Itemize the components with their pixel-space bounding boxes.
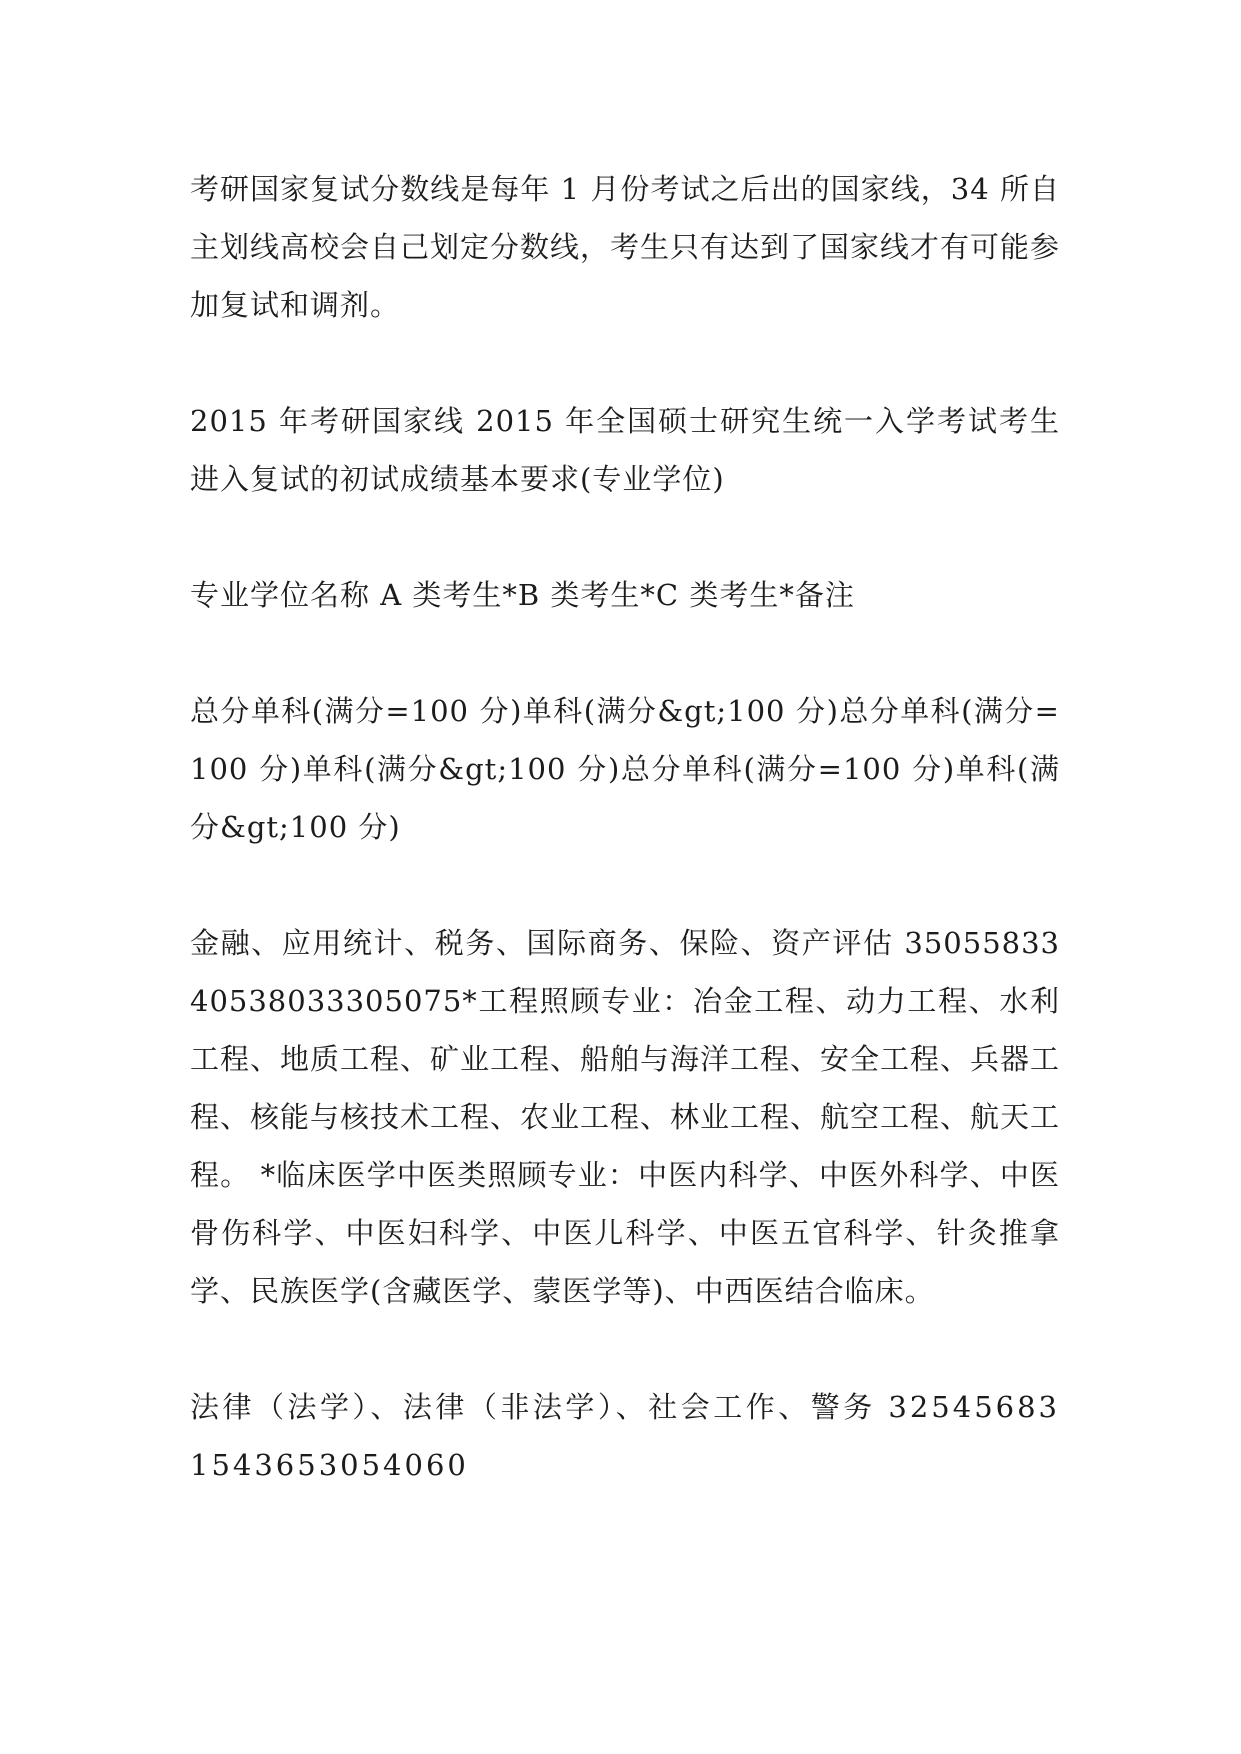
paragraph-score-columns: 总分单科(满分=100 分)单科(满分&gt;100 分)总分单科(满分=100 分)单科(满分&gt;100 分)总分单科(满分=100 分)单科(满分&gt;100 分) (190, 694, 1060, 844)
paragraph-title: 2015 年考研国家线 2015 年全国硕士研究生统一入学考试考生进入复试的初试成绩基本要求(专业学位) (190, 404, 1060, 496)
paragraph-table-header: 专业学位名称 A 类考生*B 类考生*C 类考生*备注 (190, 578, 855, 612)
paragraph-intro: 考研国家复试分数线是每年 1 月份考试之后出的国家线，34 所自主划线高校会自己划定分数线，考生只有达到了国家线才有可能参加复试和调剂。 (190, 172, 1061, 322)
paragraph-law-row: 法律（法学）、法律（非法学）、社会工作、警务 3254568315436530540​60 (190, 1390, 1060, 1482)
paragraph-finance-row: 金融、应用统计、税务、国际商务、保险、资产评估 3505583340538033305075*工程照顾专业：冶金工程、动力工程、水利工程、地质工程、矿业工程、船舶与海洋工程、安全工程、兵器工程、核能与核技术工程、农业工程、林业工程、航空工程、航天工程。 *临床医学中医类照顾专业：中医内科学、中医外科学、中医骨伤科学、中医妇科学、中医儿科学、中医五官科学、针灸推拿学、民族医学(含藏医学、蒙医学等)、中西医结合临床。 (190, 926, 1061, 1308)
document-body (190, 160, 1060, 1552)
